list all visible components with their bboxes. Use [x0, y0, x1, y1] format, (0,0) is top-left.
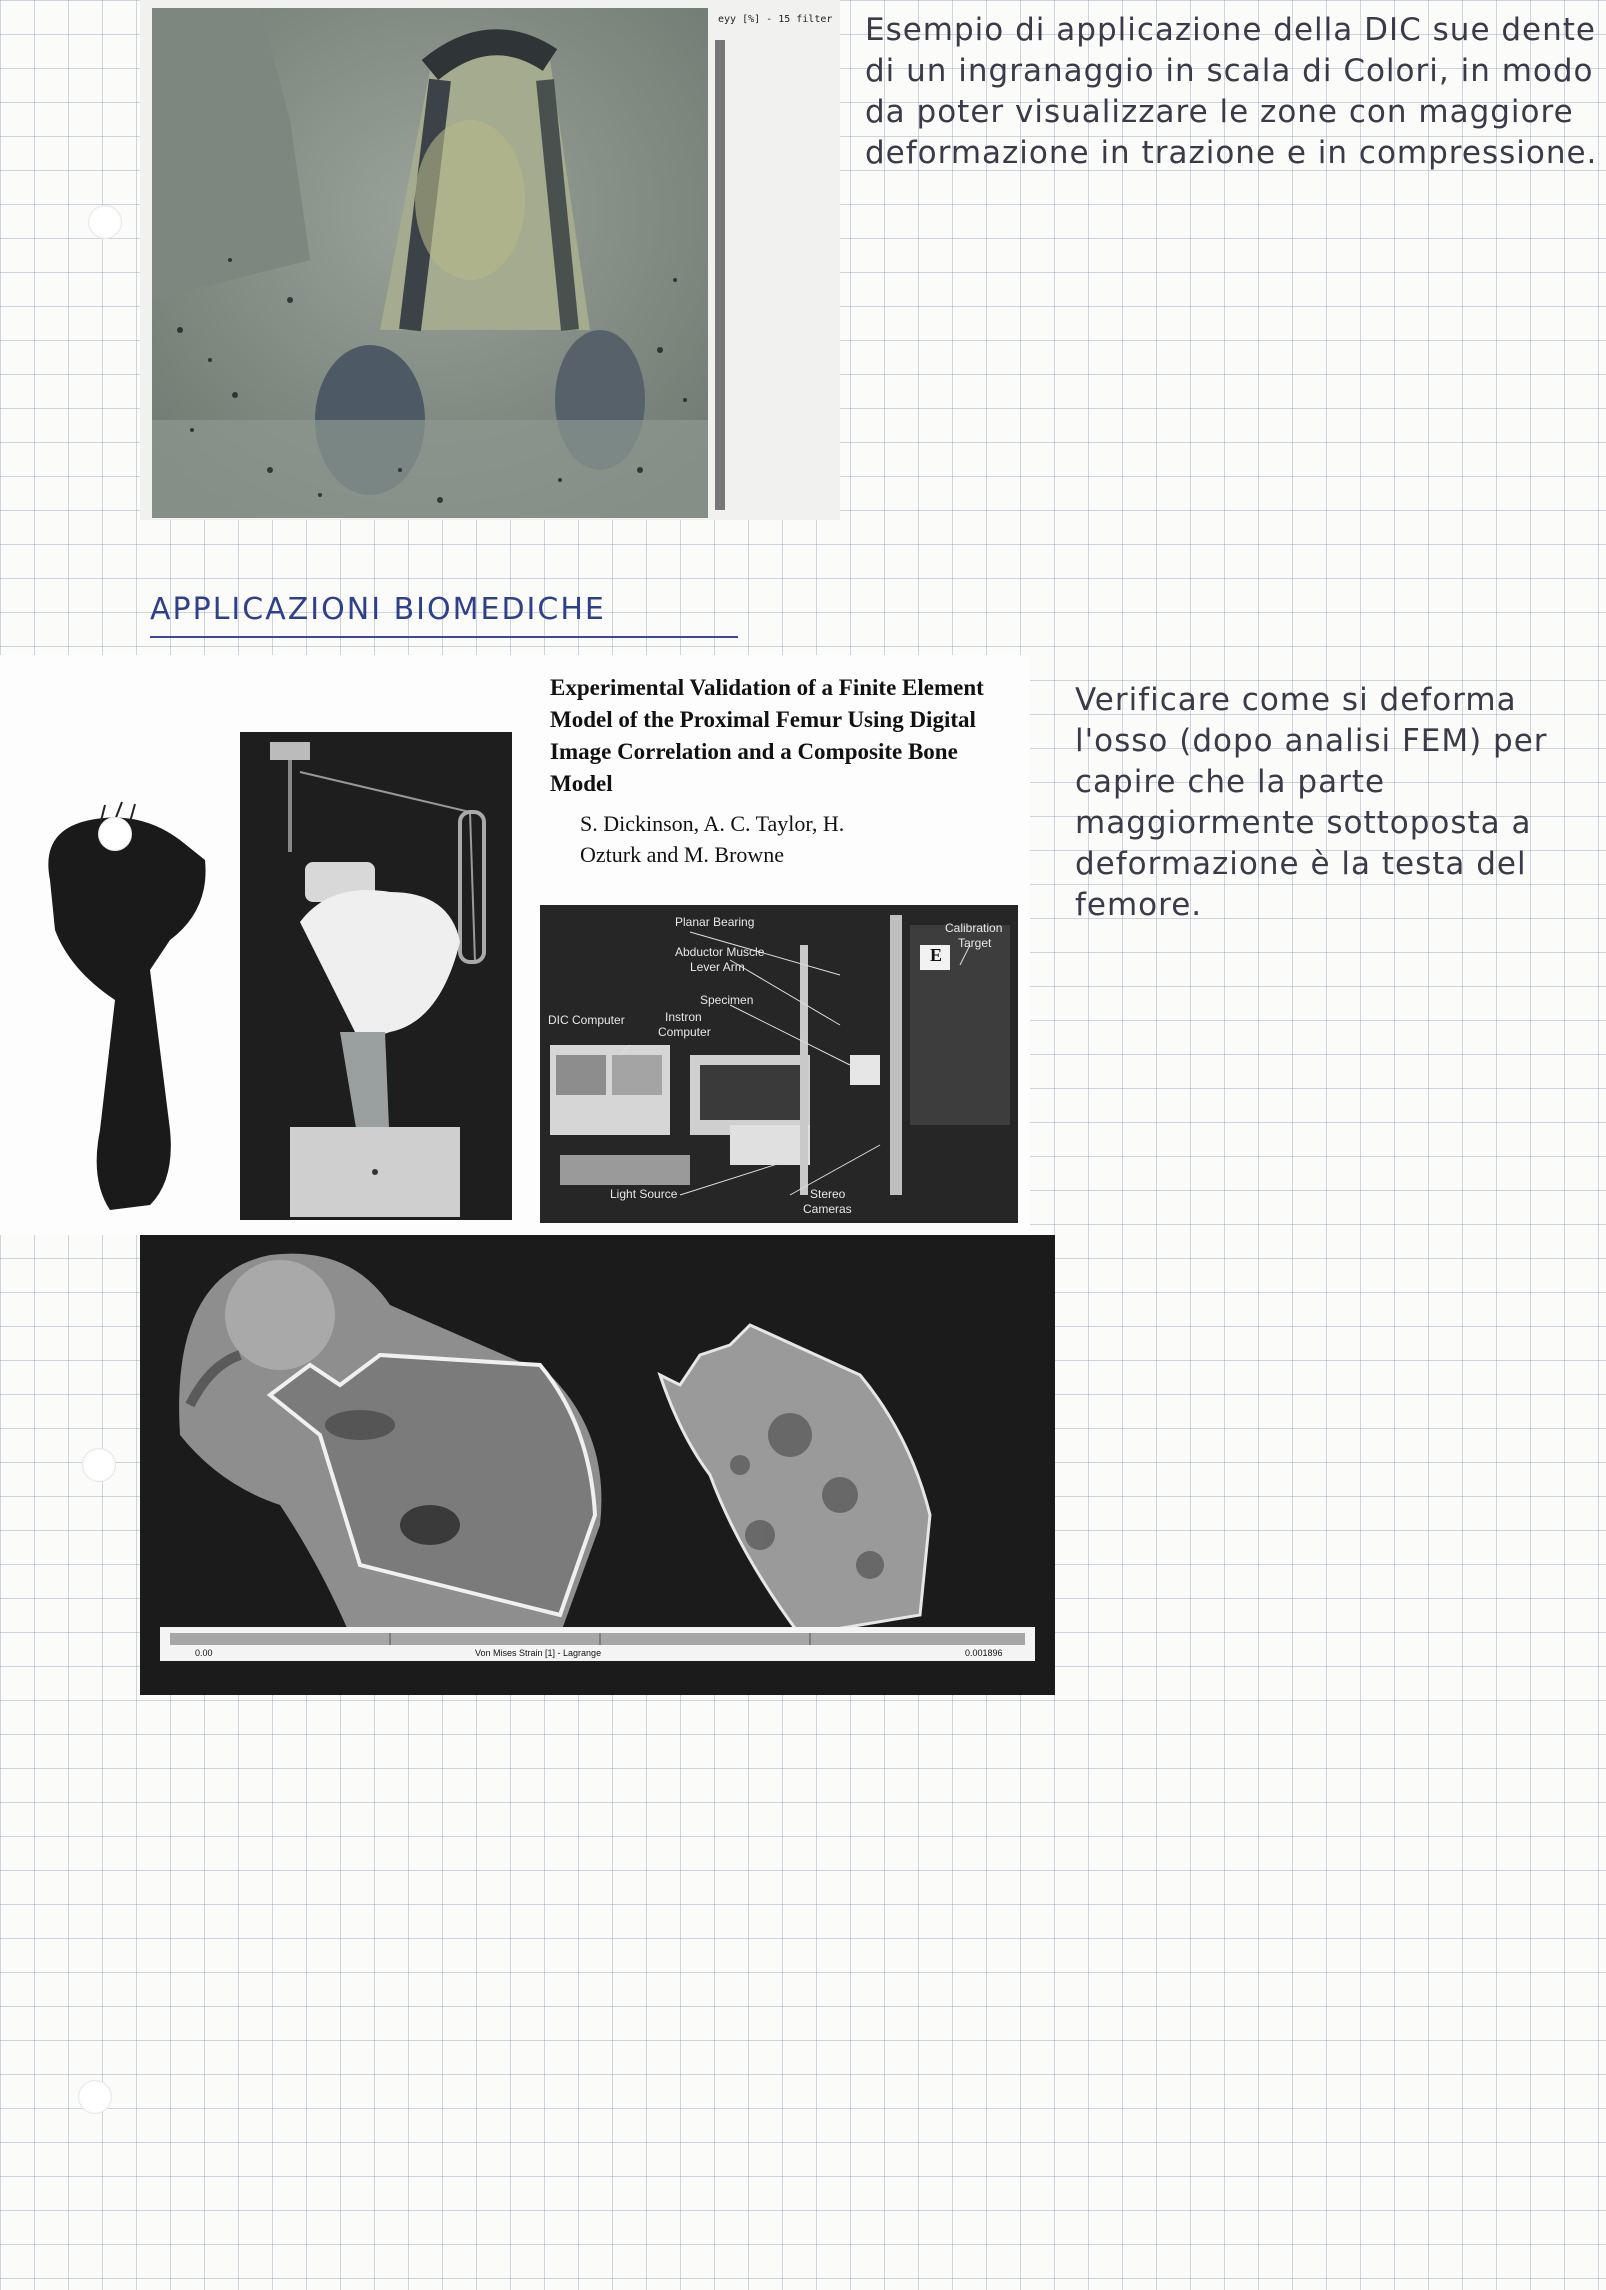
legend-title: eyy [%] - 15 filter — [718, 14, 833, 25]
handwritten-note-dic-example: Esempio di applicazione della DIC sue dente di un ingranaggio in scala di Colori, in modo da poter visualizzare le zone con maggiore deformazione in trazione e in compressione. — [865, 12, 1598, 171]
label-instron: Instron — [665, 1010, 702, 1024]
section-heading: APPLICAZIONI BIOMEDICHE — [150, 592, 606, 627]
label-target: Target — [958, 936, 992, 950]
binder-hole — [88, 205, 122, 239]
femur-silhouette — [30, 800, 210, 1220]
panel-letter: E — [929, 945, 942, 965]
label-abductor-muscle: Abductor Muscle — [675, 945, 765, 959]
femur-strain-maps — [140, 1235, 1055, 1695]
scale-min: 0.00 — [195, 1648, 213, 1658]
experimental-setup-photo — [540, 905, 1018, 1223]
paper-authors: S. Dickinson, A. C. Taylor, H. Ozturk and M. Browne — [580, 811, 845, 867]
label-dic-computer: DIC Computer — [548, 1013, 625, 1027]
scale-max: 0.001896 — [965, 1648, 1003, 1658]
femur-test-rig-photo — [240, 732, 512, 1220]
binder-hole — [98, 817, 132, 851]
label-light-source: Light Source — [610, 1187, 678, 1201]
label-planar-bearing: Planar Bearing — [675, 915, 755, 929]
strain-colorbar — [715, 40, 725, 510]
label-calibration: Calibration — [945, 921, 1003, 935]
heading-underline — [150, 636, 738, 638]
label-lever-arm: Lever Arm — [690, 960, 745, 974]
paper-title: Experimental Validation of a Finite Element Model of the Proximal Femur Using Digital Image Correlation and a Composite Bone Model — [550, 675, 984, 796]
binder-hole — [78, 2080, 112, 2114]
label-cameras: Cameras — [803, 1202, 852, 1216]
label-instron-computer: Computer — [658, 1025, 711, 1039]
gear-tooth-dic-image — [140, 0, 840, 520]
scale-label: Von Mises Strain [1] - Lagrange — [475, 1648, 602, 1658]
gear-tooth-strain-map — [140, 0, 840, 520]
binder-hole — [82, 1448, 116, 1482]
label-stereo: Stereo — [810, 1187, 846, 1201]
handwritten-note-femur: Verificare come si deforma l'osso (dopo analisi FEM) per capire che la parte maggiormente sottoposta a deformazione è la testa del femore. — [1075, 682, 1548, 923]
label-specimen: Specimen — [700, 993, 754, 1007]
femur-strain-field-image — [140, 1235, 1055, 1695]
